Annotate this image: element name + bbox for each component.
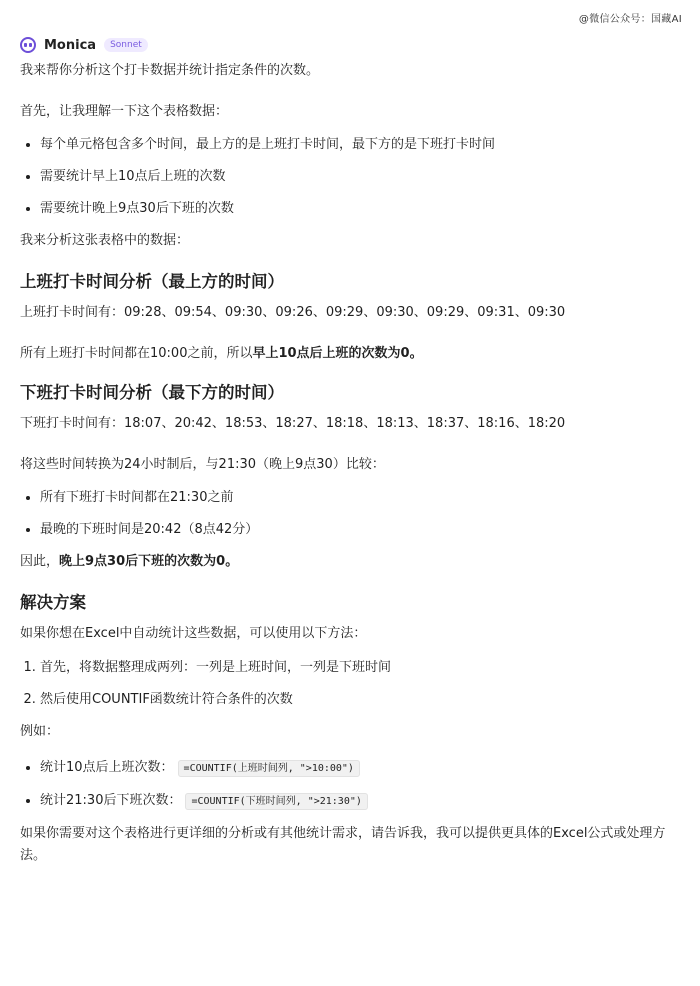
- watermark-text: @微信公众号：国藏AI: [578, 14, 682, 25]
- bot-name: Monica: [44, 37, 97, 53]
- message-body: [20, 58, 680, 867]
- section2-convert: 将这些时间转换为24小时制后，与21:30（晚上9点30）比较：: [20, 457, 385, 472]
- section3-intro: 如果你想在Excel中自动统计这些数据，可以使用以下方法：: [20, 626, 367, 641]
- section1-times: 上班打卡时间有：09:28、09:54、09:30、09:26、09:29、09:30、09:29、09:31、09:30: [20, 305, 566, 320]
- monica-avatar-icon: [20, 37, 36, 53]
- section3-heading: 解决方案: [20, 593, 86, 612]
- first-label: 首先，让我理解一下这个表格数据：: [20, 104, 229, 119]
- examples-list: [20, 757, 680, 813]
- understanding-list: [20, 134, 680, 220]
- conclusion-text: 所有上班打卡时间都在10:00之前，所以: [20, 346, 253, 361]
- list-item: • 每个单元格包含多个时间，最上方的是上班打卡时间，最下方的是下班打卡时间: [40, 134, 680, 156]
- conclusion-bold: 晚上9点30后下班的次数为0。: [59, 554, 239, 569]
- list-item: • 所有下班打卡时间都在21:30之前: [40, 487, 680, 509]
- code-snippet: =COUNTIF(下班时间列, ">21:30"): [185, 793, 367, 810]
- message-header: [20, 35, 148, 55]
- section1-conclusion: [20, 343, 680, 365]
- example-label-text: 统计10点后上班次数：: [40, 760, 174, 775]
- section1-heading: 上班打卡时间分析（最上方的时间）: [20, 272, 284, 291]
- section2-list: [20, 487, 680, 541]
- code-snippet: =COUNTIF(上班时间列, ">10:00"): [178, 760, 360, 777]
- closing-text: 如果你需要对这个表格进行更详细的分析或有其他统计需求，请告诉我，我可以提供更具体的Excel公式或处理方法。: [20, 826, 666, 863]
- example-label: 例如：: [20, 724, 60, 739]
- conclusion-bold: 早上10点后上班的次数为0。: [252, 346, 423, 361]
- list-item: • 需要统计早上10点后上班的次数: [40, 166, 680, 188]
- conclusion-text: 因此，: [20, 554, 60, 569]
- intro-text: 我来帮你分析这个打卡数据并统计指定条件的次数。: [20, 63, 320, 78]
- section2-heading: 下班打卡时间分析（最下方的时间）: [20, 383, 284, 402]
- section2-times: 下班打卡时间有：18:07、20:42、18:53、18:27、18:18、18:13、18:37、18:16、18:20: [20, 416, 566, 431]
- list-item: • 需要统计晚上9点30后下班的次数: [40, 198, 680, 220]
- steps-list: [20, 657, 680, 711]
- example-label-text: 统计21:30后下班次数：: [40, 793, 182, 808]
- list-item: • 最晚的下班时间是20:42（8点42分）: [40, 519, 680, 541]
- list-item: 2. 然后使用COUNTIF函数统计符合条件的次数: [40, 689, 680, 711]
- model-badge: Sonnet: [104, 38, 148, 52]
- section2-conclusion: [20, 551, 680, 573]
- analyze-label: 我来分析这张表格中的数据：: [20, 233, 190, 248]
- list-item: [40, 757, 680, 780]
- list-item: [40, 790, 680, 813]
- list-item: 1. 首先，将数据整理成两列：一列是上班时间，一列是下班时间: [40, 657, 680, 679]
